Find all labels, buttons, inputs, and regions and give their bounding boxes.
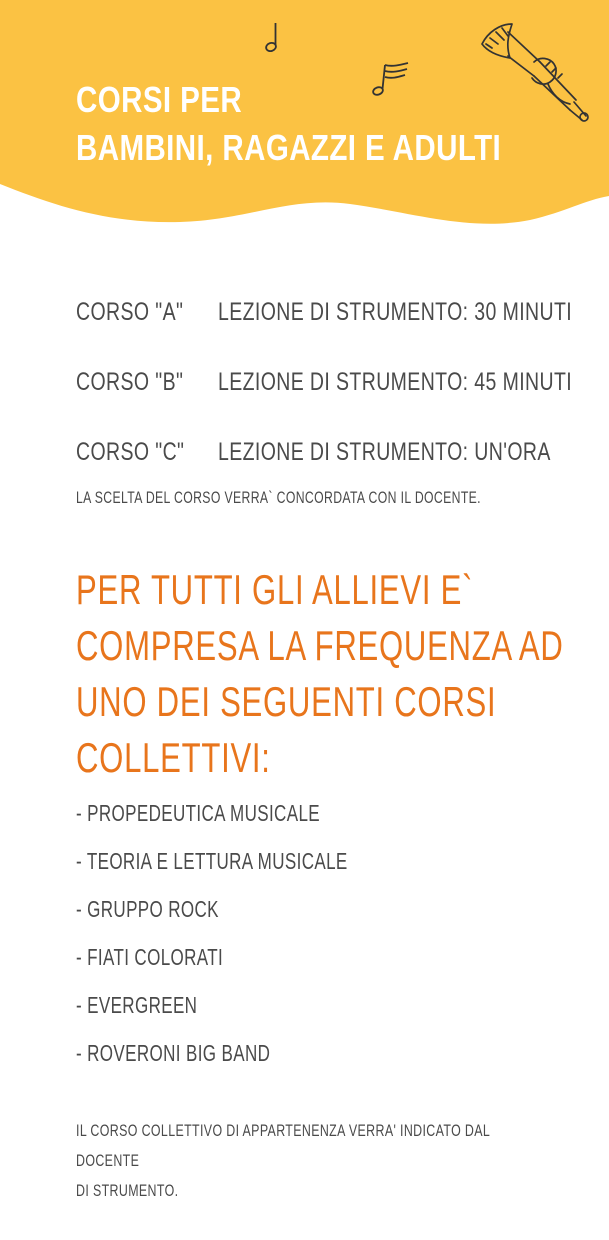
footer-line-2: DI STRUMENTO. [76,1181,179,1200]
course-name: CORSO "A" [76,298,184,326]
course-lesson: LEZIONE DI STRUMENTO: 45 MINUTI [217,368,573,396]
course-row-c [76,438,551,467]
page-title [76,76,501,172]
headline-line-1: PER TUTTI GLI ALLIEVI E` [76,566,474,613]
page-title-line-1: CORSI PER [76,79,243,120]
course-row-b [76,368,572,397]
collective-course-list [76,800,443,1088]
trumpet-icon [478,22,590,122]
double-music-note-icon [370,60,414,100]
list-item: - GRUPPO ROCK [76,896,219,922]
course-lesson: LEZIONE DI STRUMENTO: UN'ORA [217,438,551,466]
list-item: - EVERGREEN [76,992,198,1018]
list-item: - FIATI COLORATI [76,944,224,970]
list-item: - PROPEDEUTICA MUSICALE [76,800,321,826]
course-note: LA SCELTA DEL CORSO VERRA` CONCORDATA CON IL DOCENTE. [76,488,481,507]
collective-headline [76,562,564,786]
course-lesson: LEZIONE DI STRUMENTO: 30 MINUTI [217,298,573,326]
headline-line-4: COLLETTIVI: [76,734,271,781]
headline-line-2: COMPRESA LA FREQUENZA AD [76,622,564,669]
list-item: - TEORIA E LETTURA MUSICALE [76,848,348,874]
course-name: CORSO "B" [76,368,184,396]
course-row-a [76,298,572,327]
music-note-icon [262,20,286,56]
list-item: - ROVERONI BIG BAND [76,1040,271,1066]
headline-line-3: UNO DEI SEGUENTI CORSI [76,678,497,725]
footer-line-1: IL CORSO COLLETTIVO DI APPARTENENZA VERRA' INDICATO DAL DOCENTE [76,1121,490,1170]
footer-note [76,1116,529,1206]
page-title-line-2: BAMBINI, RAGAZZI E ADULTI [76,127,502,168]
course-name: CORSO "C" [76,438,185,466]
